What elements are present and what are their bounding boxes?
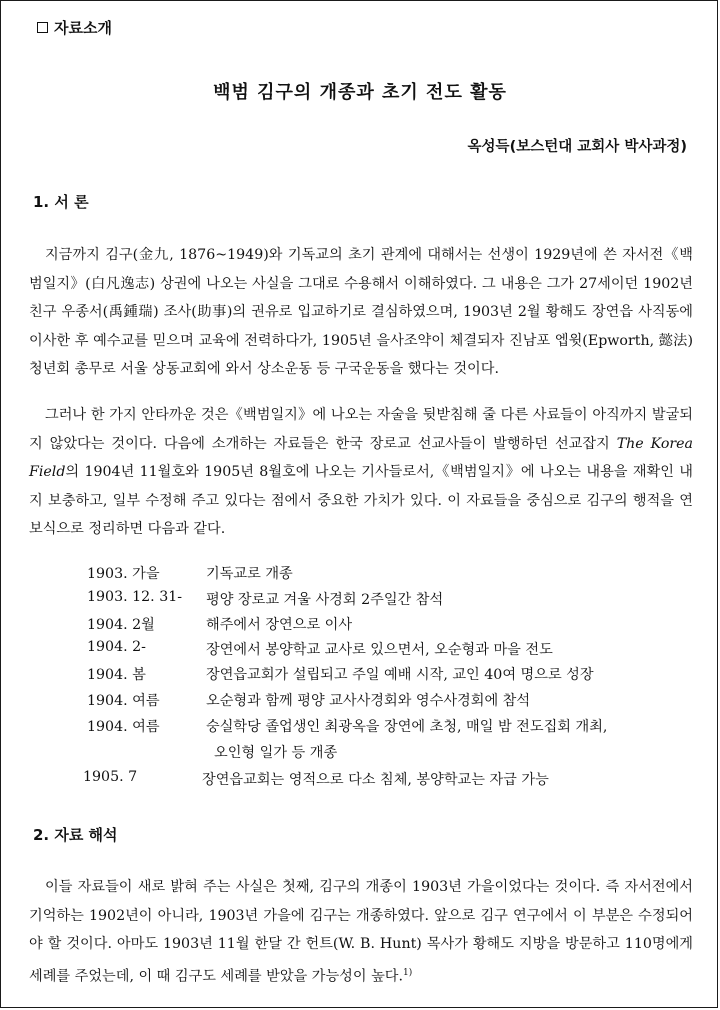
journal-title: The Korea Field bbox=[29, 435, 693, 480]
heading-introduction: 1. 서 론 bbox=[33, 193, 89, 211]
analysis-paragraph-1: 이들 자료들이 새로 밝혀 주는 사실은 첫째, 김구의 개종이 1903년 가을이었다는 것이다. 즉 자서전에서 기억하는 1902년이 아니라, 1903년 가을에 김구는 개종하였다. 앞으로 김구 연구에서 이 부분은 수정되어야 할 것이다. 아마도 1903년 11월 한달 간 헌트(W. B. Hunt) 목사가 황해도 지방을 방문하고 110명에게 세례를 주었는데, 이 때 김구도 세례를 받았을 가능성이 높다.$^{1)}$ bbox=[29, 879, 693, 985]
checkbox-icon bbox=[37, 22, 48, 33]
intro-paragraph-2: 그러나 한 가지 안타까운 것은《백범일지》에 나오는 자술을 뒷받침해 줄 다른 사료들이 아직까지 발굴되지 않았다는 것이다. 다음에 소개하는 자료들은 한국 장로교 선교사들이 발행하던 선교잡지 The Korea Field의 1904년 11월호와 1905년 8월호에 나오는 기사들로서,《백범일지》에 나오는 내용을 재확인 내지 보충하고, 일부 수정해 주고 있다는 점에서 중요한 가치가 있다. 이 자료들을 중심으로 김구의 행적을 연보식으로 정리하면 다음과 같다. bbox=[29, 407, 693, 537]
document-title: 백범 김구의 개종과 초기 전도 활동 bbox=[213, 82, 507, 103]
heading-analysis: 2. 자료 해석 bbox=[33, 826, 118, 844]
section-tag bbox=[37, 17, 112, 38]
section-tag-label: 자료소개 bbox=[54, 19, 112, 37]
footnote-mark: 1) bbox=[403, 967, 413, 978]
intro-paragraph-1: 지금까지 김구(金九, 1876~1949)와 기독교의 초기 관계에 대해서는 선생이 1929년에 쓴 자서전《백범일지》(白凡逸志) 상권에 나오는 사실을 그대로 수용해서 이해하였다. 그 내용은 그가 27세이던 1902년 친구 우종서(禹鍾瑞) 조사(助事)의 권유로 입교하기로 결심하였으며, 1903년 2월 황해도 장연읍 사직동에 이사한 후 예수교를 믿으며 교육에 전력하다가, 1905년 을사조약이 체결되자 진남포 엡윗(Epworth, 懿法) 청년회 총무로 서울 상동교회에 와서 상소운동 등 구국운동을 했다는 것이다. bbox=[29, 247, 693, 377]
document-page: 자료소개 백범 김구의 개종과 초기 전도 활동 옥성득(보스턴대 교회사 박사과정) 1. 서 론 지금까지 김구(金九, 1876~1949)와 기독교의 초기 관계에 대해서는 선생이 1929년에 쓴 자서전《백범일지》(白凡逸志) 상권에 나오는 사실을 그대로 수용해서 이해하였다. 그 내용은 그가 27세이던 1902년 친구 우종서(禹鍾瑞) 조사(助事)의 권유로 입교하기로 결심하였으며, 1903년 2월 황해도 장연읍 사직동에 이사한 후 예수교를 믿으며 교육에 전력하다가, 1905년 을사조약이 체결되자 진남포 엡윗(Epworth, 懿法) 청년회 총무로 서울 상동교회에 와서 상소운동 등 구국운동을 했다는 것이다. 그러나 한 가지 안타까운 것은《백범일지》에 나오는 자술을 뒷받침해 줄 다른 사료들이 아직까지 발굴되지 않았다는 것이다. 다음에 소개하는 자료들은 한국 장로교 선교사들이 발행하던 선교잡지 The Korea Field의 1904년 11월호와 1905년 8월호에 나오는 기사들로서,《백범일지》에 나오는 내용을 재확인 내지 보충하고, 일부 수정해 주고 있다는 점에서 중요한 가치가 있다. 이 자료들을 중심으로 김구의 행적을 연보식으로 정리하면 다음과 같다. 1903. 가을 기독교로 개종 1903. 12. 31- 평양 장로교 겨울 사경회 2주일간 참석 1904. 2월 해주에서 장연으로 이사 1904. 2- 장연에서 봉양학교 교사로 있으면서, 오순형과 마을 전도 1904. 봄 장연읍교회가 설립되고 주일 예배 시작, 교인 40여 명으로 성장 1904. 여름 오순형과 함께 평양 교사사경회와 영수사경회에 참석 1904. 여름 숭실학당 졸업생인 최광옥을 장연에 초청, 매일 밤 전도집회 개최, 오인형 일가 등 개종 1905. 7 장연읍교회는 영적으로 다소 침체, 봉양학교는 자급 가능 2. 자료 해석 이들 자료들이 새로 밝혀 주는 사실은 첫째, 김구의 개종이 1903년 가을이었다는 것이다. 즉 자서전에서 기억하는 1902년이 아니라, 1903년 가을에 김구는 개종하였다. 앞으로 김구 연구에서 이 부분은 수정되어야 할 것이다. 아마도 1903년 11월 한달 간 헌트(W. B. Hunt) 목사가 황해도 지방을 방문하고 110명에게 세례를 주었는데, 이 때 김구도 세례를 받았을 가능성이 높다.$^{1)}$ bbox=[0, 0, 718, 1008]
author-line: 옥성득(보스턴대 교회사 박사과정) bbox=[467, 139, 687, 155]
